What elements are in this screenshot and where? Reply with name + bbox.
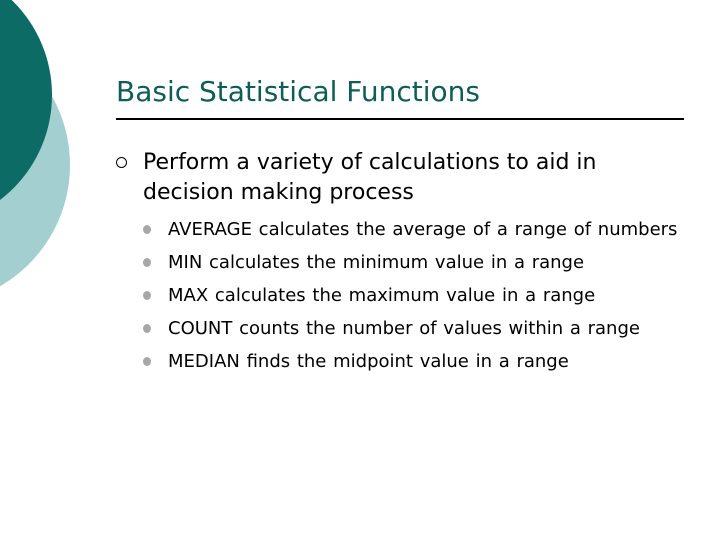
sub-bullet-text: MAX calculates the maximum value in a range [168,285,596,306]
sub-bullet-item [168,216,686,243]
decorative-circles [0,0,90,300]
dot-bullet-icon [143,291,151,300]
sub-bullet-item [168,348,686,375]
sub-bullet-item [168,282,686,309]
dot-bullet-icon [143,225,151,234]
sub-bullet-text: MEDIAN finds the midpoint value in a range [168,351,569,372]
sub-bullet-text: COUNT counts the number of values within a range [168,318,640,339]
hollow-circle-bullet-icon [116,157,127,168]
sub-bullet-text: AVERAGE calculates the average of a range of numbers [168,219,678,240]
main-bullet-text: Perform a variety of calculations to aid in decision making process [143,150,597,205]
main-bullet [116,148,686,208]
sub-bullet-text: MIN calculates the minimum value in a range [168,252,585,273]
dot-bullet-icon [143,258,151,267]
sub-bullet-list [116,216,686,375]
sub-bullet-item [168,315,686,342]
title-divider [116,118,684,120]
slide-body [116,148,686,381]
dot-bullet-icon [143,357,151,366]
slide-title: Basic Statistical Functions [116,75,480,108]
sub-bullet-item [168,249,686,276]
dot-bullet-icon [143,324,151,333]
